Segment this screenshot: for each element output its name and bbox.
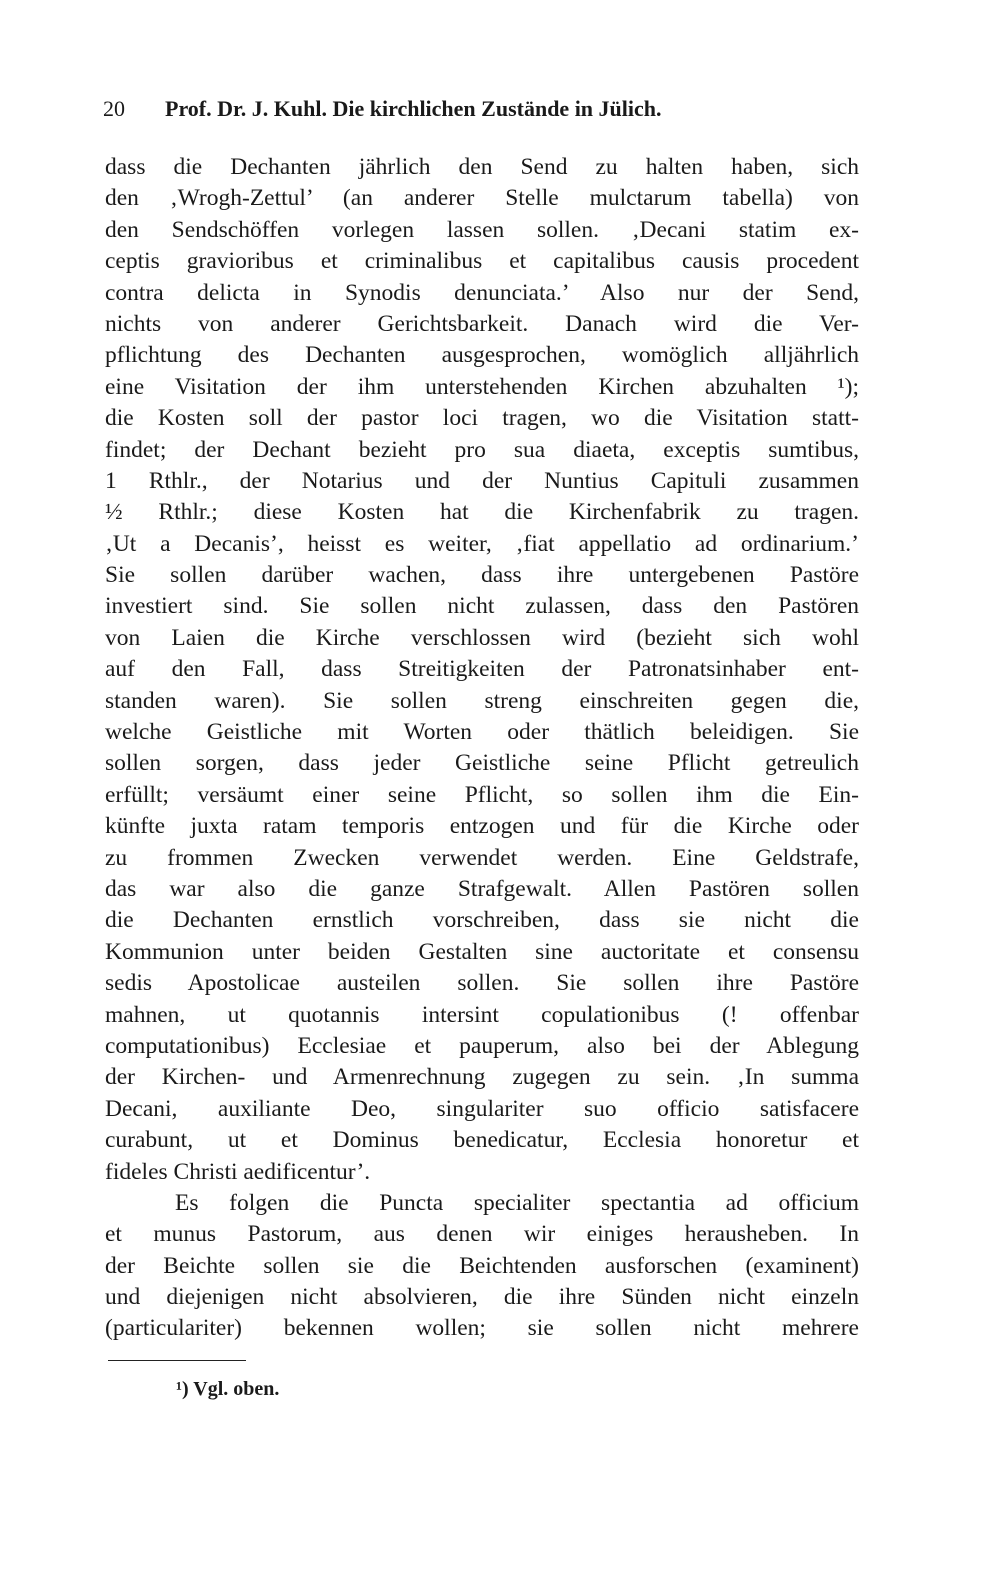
running-title: Prof. Dr. J. Kuhl. Die kirchlichen Zustände in Jülich. xyxy=(165,96,662,121)
text-line: Decani, auxiliante Deo, singulariter suo officio satisfacere xyxy=(105,1095,859,1122)
text-line: standen waren). Sie sollen streng einschreiten gegen die, xyxy=(105,687,859,714)
text-line: eine Visitation der ihm unterstehenden Kirchen abzuhalten ¹); xyxy=(105,373,859,400)
text-line: künfte juxta ratam temporis entzogen und für die Kirche oder xyxy=(105,813,859,840)
text-line: den Sendschöffen vorlegen lassen sollen. ‚Decani statim ex- xyxy=(105,216,859,243)
text-line: den ‚Wrogh-Zettul’ (an anderer Stelle mulctarum tabella) von xyxy=(105,185,859,212)
text-line: zu frommen Zwecken verwendet werden. Eine Geldstrafe, xyxy=(105,844,859,871)
text-line: von Laien die Kirche verschlossen wird (bezieht sich wohl xyxy=(105,624,859,651)
text-line: Es folgen die Puncta specialiter spectantia ad officium xyxy=(175,1189,859,1216)
text-line: Kommunion unter beiden Gestalten sine auctoritate et consensu xyxy=(105,938,859,965)
text-line: Sie sollen darüber wachen, dass ihre untergebenen Pastöre xyxy=(105,562,859,589)
text-line: welche Geistliche mit Worten oder thätlich beleidigen. Sie xyxy=(105,719,859,746)
text-line: ½ Rthlr.; diese Kosten hat die Kirchenfabrik zu tragen. xyxy=(105,499,859,526)
footnote: ¹) Vgl. oben. xyxy=(176,1378,280,1400)
text-line: fideles Christi aedificentur’. xyxy=(105,1158,371,1185)
text-line: computationibus) Ecclesiae et pauperum, also bei der Ablegung xyxy=(105,1032,859,1059)
text-line: findet; der Dechant bezieht pro sua diaeta, exceptis sumtibus, xyxy=(105,436,859,463)
text-line: investiert sind. Sie sollen nicht zulassen, dass den Pastören xyxy=(105,593,859,620)
text-line: sollen sorgen, dass jeder Geistliche seine Pflicht getreulich xyxy=(105,750,859,777)
page-number: 20 xyxy=(103,96,125,121)
text-line: erfüllt; versäumt einer seine Pflicht, so sollen ihm die Ein- xyxy=(105,781,859,808)
text-line: ceptis gravioribus et criminalibus et capitalibus causis procedent xyxy=(105,248,859,275)
text-line: nichts von anderer Gerichtsbarkeit. Danach wird die Ver- xyxy=(105,310,859,337)
text-line: contra delicta in Synodis denunciata.’ Also nur der Send, xyxy=(105,279,859,306)
text-line: der Kirchen- und Armenrechnung zugegen zu sein. ‚In summa xyxy=(105,1064,859,1091)
text-line: die Dechanten ernstlich vorschreiben, dass sie nicht die xyxy=(105,907,859,934)
text-line: (particulariter) bekennen wollen; sie sollen nicht mehrere xyxy=(105,1315,859,1342)
text-line: curabunt, ut et Dominus benedicatur, Ecclesia honoretur et xyxy=(105,1127,859,1154)
text-line: pflichtung des Dechanten ausgesprochen, womöglich alljährlich xyxy=(105,342,859,369)
text-line: die Kosten soll der pastor loci tragen, wo die Visitation statt- xyxy=(105,405,859,432)
running-header xyxy=(103,96,783,122)
text-line: sedis Apostolicae austeilen sollen. Sie sollen ihre Pastöre xyxy=(105,970,859,997)
text-line: und diejenigen nicht absolvieren, die ihre Sünden nicht einzeln xyxy=(105,1284,859,1311)
text-line: mahnen, ut quotannis intersint copulationibus (! offenbar xyxy=(105,1001,859,1028)
text-line: 1 Rthlr., der Notarius und der Nuntius Capituli zusammen xyxy=(105,467,859,494)
text-line: das war also die ganze Strafgewalt. Allen Pastören sollen xyxy=(105,875,859,902)
text-line: der Beichte sollen sie die Beichtenden ausforschen (examinent) xyxy=(105,1252,859,1279)
footnote-divider xyxy=(108,1360,246,1361)
body-text xyxy=(105,152,859,1345)
text-line: dass die Dechanten jährlich den Send zu halten haben, sich xyxy=(105,154,859,180)
text-line: et munus Pastorum, aus denen wir einiges herausheben. In xyxy=(105,1221,859,1248)
text-line: ‚Ut a Decanis’, heisst es weiter, ‚fiat appellatio ad ordinarium.’ xyxy=(105,530,859,557)
text-line: auf den Fall, dass Streitigkeiten der Patronatsinhaber ent- xyxy=(105,656,859,683)
